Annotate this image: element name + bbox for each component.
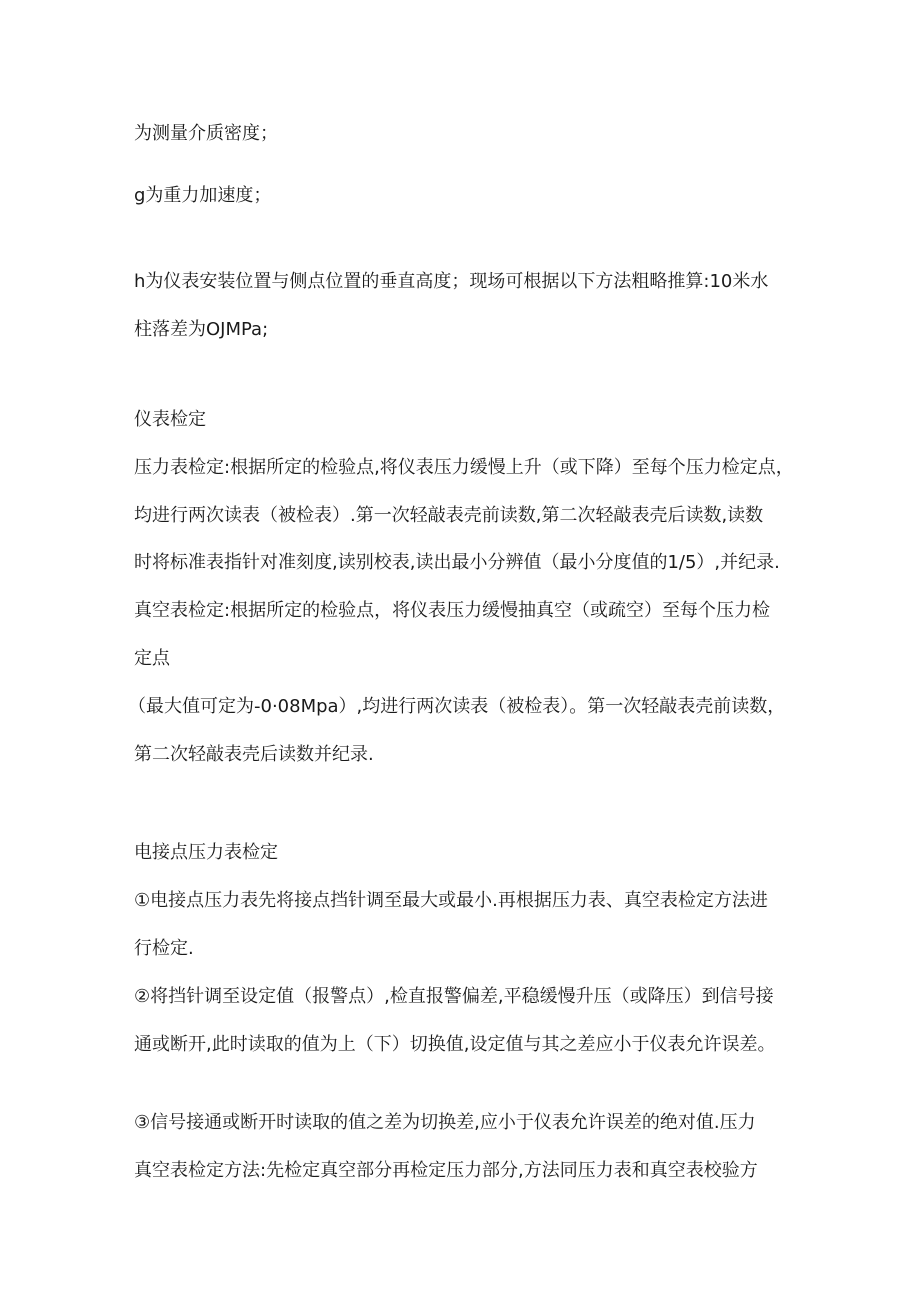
- text-line-step-1b: 行检定.: [134, 938, 194, 959]
- text-line-density: 为测量介质密度；: [134, 123, 278, 144]
- text-line-vacuum-gauge-3: （最大值可定为-0·08Mpa）,均进行两次读表（被检表）。第一次轻敲表壳前读数，: [128, 696, 786, 717]
- text-line-vacuum-gauge-2: 定点: [134, 648, 170, 669]
- text-line-step-3b: 真空表检定方法:先检定真空部分再检定压力部分,方法同压力表和真空表校验方: [134, 1160, 758, 1181]
- text-line-height-definition: h为仪表安装位置与侧点位置的垂直高度；现场可根据以下方法粗略推算:10米水: [134, 271, 769, 292]
- text-line-step-1a: ①电接点压力表先将接点挡针调至最大或最小.再根据压力表、真空表检定方法进: [134, 890, 768, 911]
- text-line-vacuum-gauge-1: 真空表检定:根据所定的检验点，将仪表压力缓慢抽真空（或疏空）至每个压力检: [134, 600, 771, 621]
- text-line-pressure-gauge-1: 压力表检定:根据所定的检验点,将仪表压力缓慢上升（或下降）至每个压力检定点，: [134, 457, 794, 478]
- text-line-step-3a: ③信号接通或断开时读取的值之差为切换差,应小于仪表允许误差的绝对值.压力: [134, 1112, 756, 1133]
- text-line-pressure-gauge-2: 均进行两次读表（被检表）.第一次轻敲表壳前读数,第二次轻敲表壳后读数,读数: [134, 505, 764, 526]
- text-line-step-2a: ②将挡针调至设定值（报警点）,检直报警偏差,平稳缓慢升压（或降压）到信号接: [134, 986, 774, 1007]
- text-line-vacuum-gauge-4: 第二次轻敲表壳后读数并纪录.: [134, 744, 374, 765]
- text-line-gravity: g为重力加速度；: [134, 185, 272, 206]
- text-line-step-2b: 通或断开,此时读取的值为上（下）切换值,设定值与其之差应小于仪表允许误差。: [134, 1034, 776, 1055]
- section-heading-instrument-verification: 仪表检定: [134, 409, 206, 430]
- text-line-water-column: 柱落差为OJMPa;: [134, 319, 269, 340]
- section-heading-electric-contact-gauge: 电接点压力表检定: [134, 842, 278, 863]
- text-line-pressure-gauge-3: 时将标准表指针对准刻度,读别校表,读出最小分辨值（最小分度值的1/5）,并纪录.: [134, 552, 780, 573]
